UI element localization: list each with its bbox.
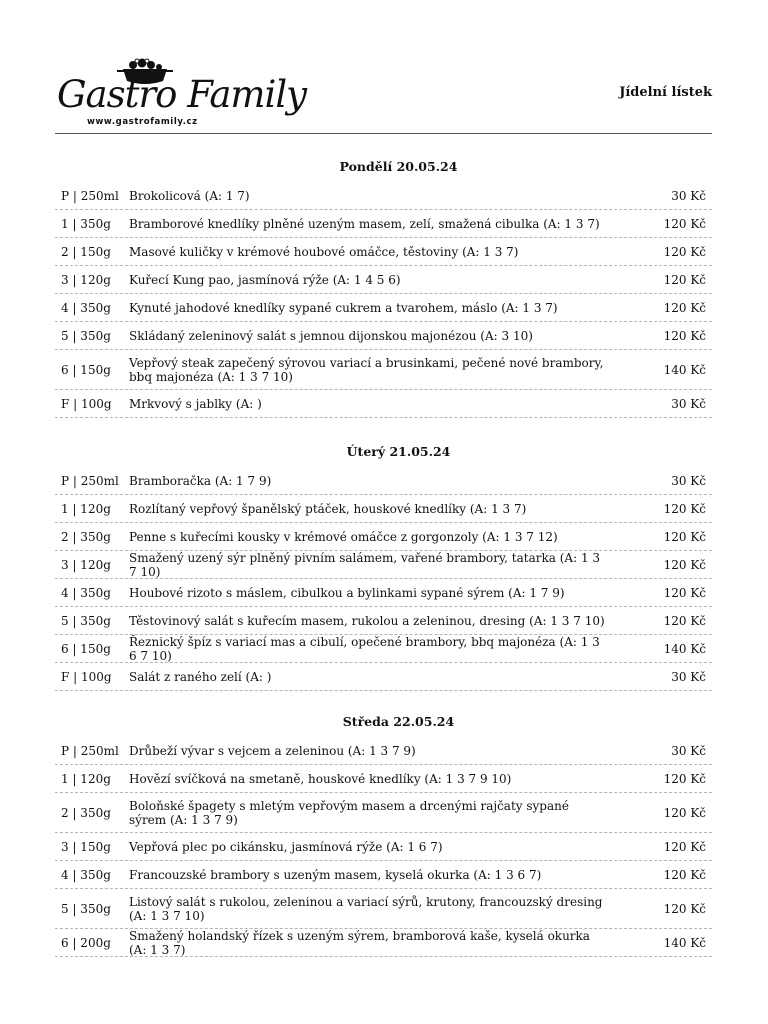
menu-item-row	[55, 390, 712, 418]
item-size: 3 | 120g	[61, 272, 111, 287]
item-price: 120 Kč	[663, 244, 706, 259]
menu-item-row	[55, 350, 712, 390]
menu-title: Jídelní lístek	[619, 85, 712, 100]
menu-item-row	[55, 635, 712, 663]
item-price: 140 Kč	[663, 641, 706, 656]
item-name: Brokolicová (A: 1 7)	[129, 188, 250, 203]
item-price: 120 Kč	[663, 867, 706, 882]
item-size: 6 | 200g	[61, 935, 111, 950]
item-size: 3 | 120g	[61, 557, 111, 572]
item-name: Mrkvový s jablky (A: )	[129, 396, 262, 411]
day-title: Pondělí 20.05.24	[339, 159, 458, 174]
item-size: 2 | 350g	[61, 529, 111, 544]
item-price: 120 Kč	[663, 901, 706, 916]
item-price: 140 Kč	[663, 362, 706, 377]
day-title: Úterý 21.05.24	[346, 444, 451, 459]
menu-item-row	[55, 266, 712, 294]
item-name: Těstovinový salát s kuřecím masem, rukolou a zeleninou, dresing (A: 1 3 7 10)	[129, 613, 605, 628]
menu-item-row	[55, 294, 712, 322]
item-name: Listový salát s rukolou, zeleninou a variací sýrů, krutony, francouzský dresing (A: 1 3 7 10)	[129, 894, 603, 923]
item-name: Penne s kuřecími kousky v krémové omáčce z gorgonzoly (A: 1 3 7 12)	[129, 529, 558, 544]
item-name: Řeznický špíz s variací mas a cibulí, opečené brambory, bbq majonéza (A: 1 3 6 7 10)	[129, 634, 600, 663]
item-price: 120 Kč	[663, 805, 706, 820]
gastro-family-logo	[57, 57, 307, 129]
day-section	[55, 437, 712, 691]
item-name: Masové kuličky v krémové houbové omáčce, těstoviny (A: 1 3 7)	[129, 244, 519, 259]
item-price: 120 Kč	[663, 328, 706, 343]
item-price: 30 Kč	[671, 396, 706, 411]
menu-item-row	[55, 861, 712, 889]
day-title: Středa 22.05.24	[342, 714, 455, 729]
item-price: 120 Kč	[663, 272, 706, 287]
logo-url: www.gastrofamily.cz	[87, 117, 198, 127]
item-name: Skládaný zeleninový salát s jemnou dijonskou majonézou (A: 3 10)	[129, 328, 533, 343]
day-section	[55, 707, 712, 957]
item-size: 3 | 150g	[61, 839, 111, 854]
item-price: 120 Kč	[663, 501, 706, 516]
item-size: 6 | 150g	[61, 362, 111, 377]
item-name: Bramboračka (A: 1 7 9)	[129, 473, 272, 488]
item-name: Rozlítaný vepřový španělský ptáček, houskové knedlíky (A: 1 3 7)	[129, 501, 527, 516]
menu-item-row	[55, 607, 712, 635]
item-price: 120 Kč	[663, 771, 706, 786]
menu-item-row	[55, 495, 712, 523]
item-price: 120 Kč	[663, 613, 706, 628]
item-name: Boloňské špagety s mletým vepřovým masem a drcenými rajčaty sypané sýrem (A: 1 3 7 9)	[129, 798, 569, 827]
item-name: Vepřová plec po cikánsku, jasmínová rýže (A: 1 6 7)	[129, 839, 443, 854]
menu-item-row	[55, 238, 712, 266]
item-size: 1 | 350g	[61, 216, 111, 231]
menu-item-row	[55, 523, 712, 551]
item-price: 140 Kč	[663, 935, 706, 950]
item-size: 4 | 350g	[61, 585, 111, 600]
item-price: 120 Kč	[663, 300, 706, 315]
menu-item-row	[55, 765, 712, 793]
item-size: 4 | 350g	[61, 867, 111, 882]
day-section	[55, 152, 712, 418]
menu-item-row	[55, 663, 712, 691]
item-size: P | 250ml	[61, 743, 119, 758]
menu-item-row	[55, 551, 712, 579]
item-name: Smažený uzený sýr plněný pivním salámem, vařené brambory, tatarka (A: 1 3 7 10)	[129, 550, 601, 579]
item-price: 120 Kč	[663, 557, 706, 572]
menu-item-row	[55, 210, 712, 238]
item-name: Bramborové knedlíky plněné uzeným masem, zelí, smažená cibulka (A: 1 3 7)	[129, 216, 600, 231]
item-size: 4 | 350g	[61, 300, 111, 315]
item-price: 120 Kč	[663, 839, 706, 854]
menu-item-row	[55, 889, 712, 929]
item-price: 30 Kč	[671, 743, 706, 758]
menu-item-row	[55, 793, 712, 833]
item-name: Houbové rizoto s máslem, cibulkou a bylinkami sypané sýrem (A: 1 7 9)	[129, 585, 565, 600]
menu-item-row	[55, 467, 712, 495]
item-size: 5 | 350g	[61, 901, 111, 916]
item-size: 1 | 120g	[61, 771, 111, 786]
item-name: Salát z raného zelí (A: )	[129, 669, 272, 684]
page-header	[55, 55, 712, 134]
menu-item-row	[55, 833, 712, 861]
item-name: Francouzské brambory s uzeným masem, kyselá okurka (A: 1 3 6 7)	[129, 867, 542, 882]
item-size: 6 | 150g	[61, 641, 111, 656]
item-size: P | 250ml	[61, 473, 119, 488]
item-size: 1 | 120g	[61, 501, 111, 516]
item-size: F | 100g	[61, 669, 112, 684]
item-name: Drůbeží vývar s vejcem a zeleninou (A: 1 3 7 9)	[129, 743, 416, 758]
item-name: Kynuté jahodové knedlíky sypané cukrem a tvarohem, máslo (A: 1 3 7)	[129, 300, 558, 315]
item-price: 120 Kč	[663, 216, 706, 231]
menu-item-row	[55, 322, 712, 350]
item-size: 2 | 150g	[61, 244, 111, 259]
item-price: 30 Kč	[671, 669, 706, 684]
item-size: F | 100g	[61, 396, 112, 411]
item-name: Hovězí svíčková na smetaně, houskové knedlíky (A: 1 3 7 9 10)	[129, 771, 512, 786]
item-size: 5 | 350g	[61, 613, 111, 628]
item-name: Kuřecí Kung pao, jasmínová rýže (A: 1 4 5 6)	[129, 272, 401, 287]
menu-item-row	[55, 579, 712, 607]
menu-item-row	[55, 182, 712, 210]
item-price: 30 Kč	[671, 473, 706, 488]
item-size: 2 | 350g	[61, 805, 111, 820]
item-price: 30 Kč	[671, 188, 706, 203]
logo-text: Gastro Family	[57, 73, 307, 116]
menu-item-row	[55, 737, 712, 765]
item-price: 120 Kč	[663, 529, 706, 544]
menu-item-row	[55, 929, 712, 957]
item-name: Vepřový steak zapečený sýrovou variací a brusinkami, pečené nové brambory, bbq majonéza (A: 1 3 7 10)	[129, 355, 604, 384]
item-name: Smažený holandský řízek s uzeným sýrem, bramborová kaše, kyselá okurka (A: 1 3 7)	[129, 928, 590, 957]
item-price: 120 Kč	[663, 585, 706, 600]
item-size: P | 250ml	[61, 188, 119, 203]
item-size: 5 | 350g	[61, 328, 111, 343]
